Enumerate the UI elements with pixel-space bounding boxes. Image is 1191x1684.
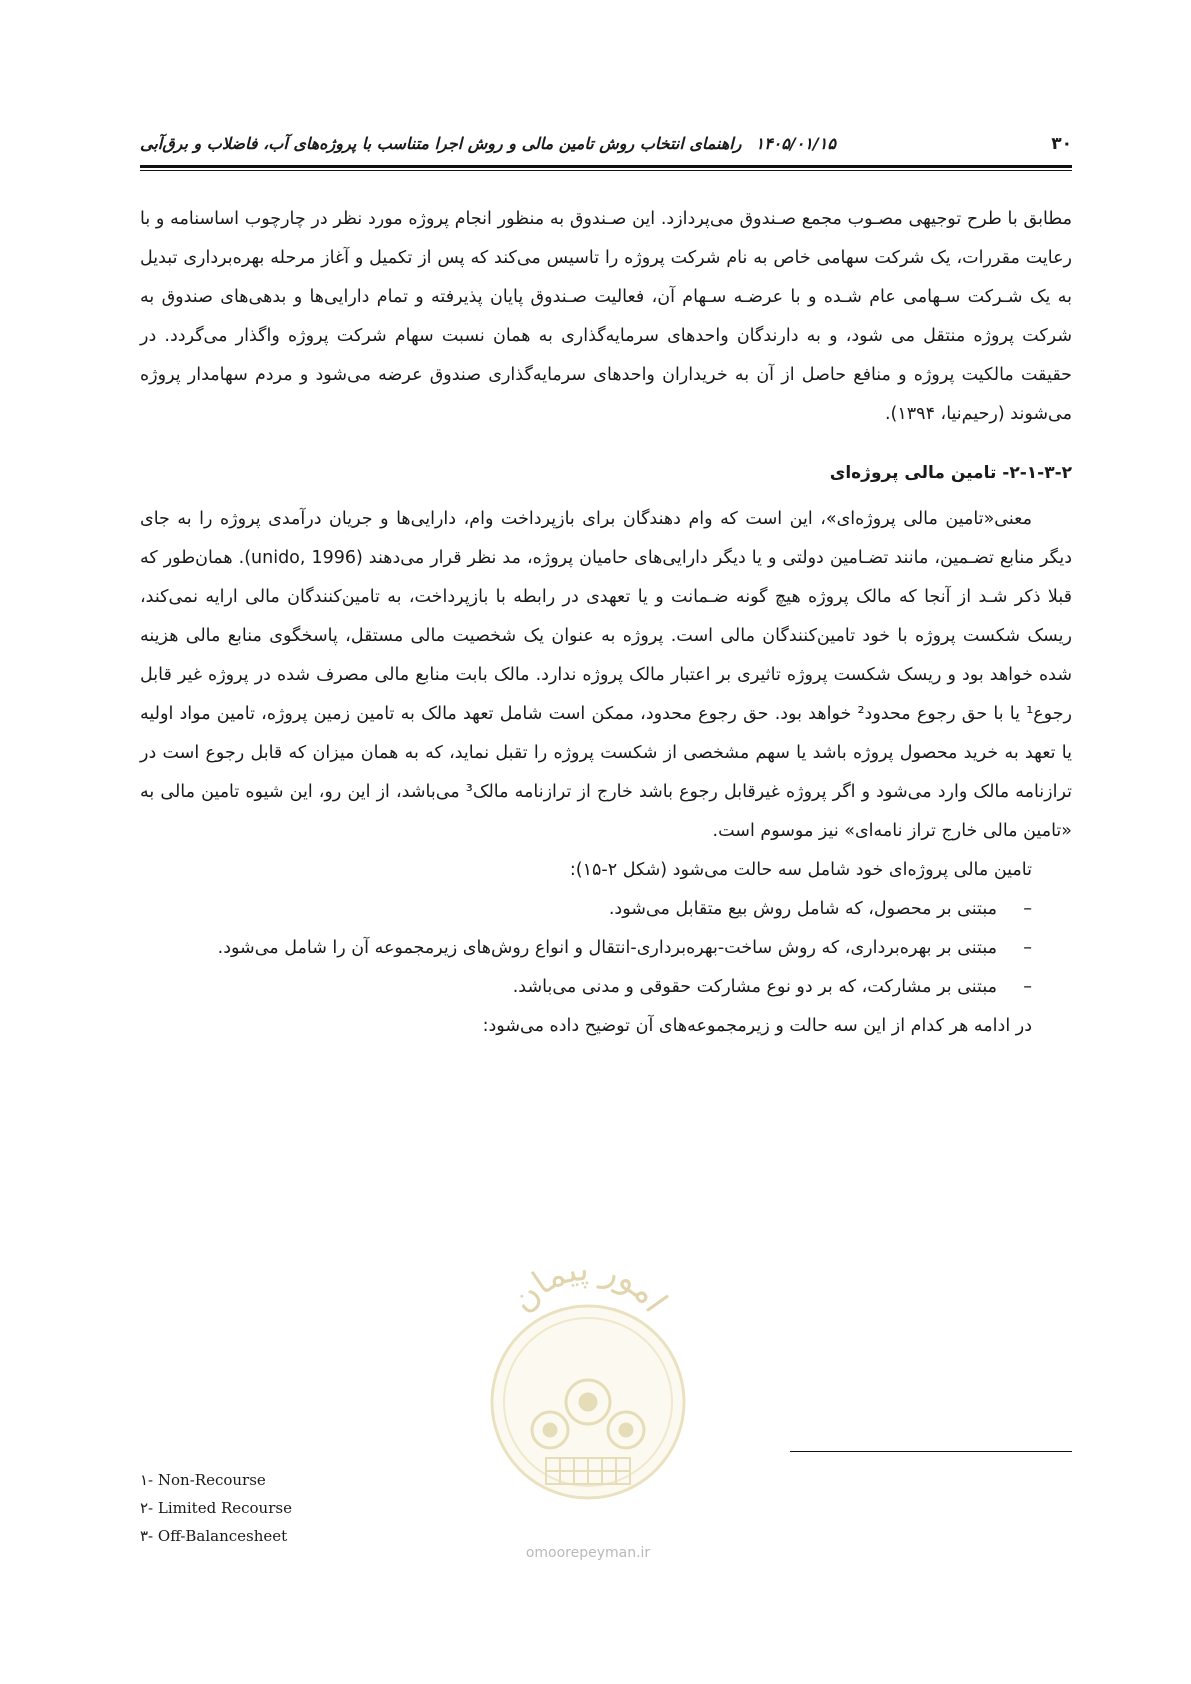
list-item: – مبتنی بر محصول، که شامل روش بیع متقابل می‌شود. xyxy=(140,890,1072,929)
paragraph-fund: مطابق با طرح توجیهی مصـوب مجمع صـندوق می‌پردازد. این صـندوق به منظور انجام پروژه مورد نظر در چارچوب اساسنامه و با رعایت مقررات، یک شرکت سهامی خاص به نام شرکت پروژه را تاسیس می‌کند که پس از تکمیل و آغاز مرحله بهره‌برداری تبدیل به یک شـرکت سـهامی عام شـده و با عرضـه سـهام آن، فعالیت صـندوق پایان پذیرفته و تمام دارایی‌ها و بدهی‌های صندوق به شرکت پروژه منتقل می شود، و به دارندگان واحدهای سرمایه‌گذاری به همان نسبت سهام شرکت پروژه واگذار می‌گردد. در حقیقت مالکیت پروژه و منافع حاصل از آن به خریداران واحدهای سرمایه‌گذاری صندوق عرضه می‌شود و مردم سهامدار پروژه می‌شوند (رحیم‌نیا، ۱۳۹۴). xyxy=(140,209,1072,424)
bullet-dash: – xyxy=(1023,977,1032,997)
section-heading: ۲-۱-۳-۲- تامین مالی پروژه‌ای xyxy=(829,463,1072,483)
watermark-logo-text: امور پیمان xyxy=(502,1252,675,1320)
header-rule-thick xyxy=(140,165,1072,168)
footnote-1: ۱- Non-Recourse xyxy=(140,1471,266,1489)
paragraph-intro: تامین مالی پروژه‌ای خود شامل سه حالت می‌شود (شکل ۲-۱۵): xyxy=(569,860,1032,880)
footnote-rule xyxy=(790,1451,1072,1452)
paragraph-project-finance: معنی«تامین مالی پروژه‌ای»، این است که وام دهندگان برای بازپرداخت وام، دارایی‌ها و جریان درآمدی پروژه را به جای دیگر منابع تضـمین، مانند تضـامین دولتی و یا دیگر دارایی‌های حامیان پروژه، مد نظر قرار می‌دهند (unido, 1996). همان‌طور که قبلا ذکر شـد از آنجا که مالک پروژه هیچ گونه ضـمانت و یا تعهدی در رابطه با بازپرداخت، به تامین‌کنندگان مالی ارایه نمی‌کند، ریسک شکست پروژه با خود تامین‌کنندگان مالی است. پروژه به عنوان یک شخصیت مالی مستقل، پاسخگوی منابع مالی هزینه شده خواهد بود و ریسک شکست پروژه تاثیری بر اعتبار مالک پروژه ندارد. مالک بابت منابع مالی مصرف شده در پروژه غیر قابل رجوع¹ یا با حق رجوع محدود² خواهد بود. حق رجوع محدود، ممکن است شامل تعهد مالک به تامین زمین پروژه، تامین مواد اولیه یا تعهد به خرید محصول پروژه باشد یا سهم مشخصی از شکست پروژه را تقبل نماید، که به همان میزان که قابل رجوع است در ترازنامه مالک وارد می‌شود و اگر پروژه غیرقابل رجوع باشد خارج از ترازنامه مالک³ می‌باشد، از این رو، این شیوه تامین مالی به «تامین مالی خارج تراز نامه‌ای» نیز موسوم است. xyxy=(140,509,1073,841)
bullet-dash: – xyxy=(1023,899,1032,919)
footnote-2: ۲- Limited Recourse xyxy=(140,1499,292,1517)
body-text xyxy=(140,200,1072,1046)
footnotes xyxy=(140,1466,292,1550)
page-number: ۳۰ xyxy=(1051,134,1072,154)
header-date: ۱۴۰۵/۰۱/۱۵ xyxy=(755,134,836,153)
watermark-logo-icon xyxy=(488,1252,688,1552)
bullet-dash: – xyxy=(1023,938,1032,958)
list-item: – مبتنی بر مشارکت، که بر دو نوع مشارکت حقوقی و مدنی می‌باشد. xyxy=(140,968,1072,1007)
header-title: راهنمای انتخاب روش تامین مالی و روش اجرا متناسب با پروژه‌های آب، فاضلاب و برق‌آبی xyxy=(140,134,742,153)
footnote-3: ۳- Off-Balancesheet xyxy=(140,1527,288,1545)
bullet-list xyxy=(140,890,1072,1007)
page-header xyxy=(140,128,1072,168)
watermark-site: omoorepeyman.ir xyxy=(525,1545,651,1561)
running-title xyxy=(140,134,836,153)
header-rule-thin xyxy=(140,170,1072,171)
paragraph-closing: در ادامه هر کدام از این سه حالت و زیرمجموعه‌های آن توضیح داده می‌شود: xyxy=(482,1016,1032,1036)
list-item: – مبتنی بر بهره‌برداری، که روش ساخت-بهره‌برداری-انتقال و انواع روش‌های زیرمجموعه آن را شامل می‌شود. xyxy=(140,929,1072,968)
